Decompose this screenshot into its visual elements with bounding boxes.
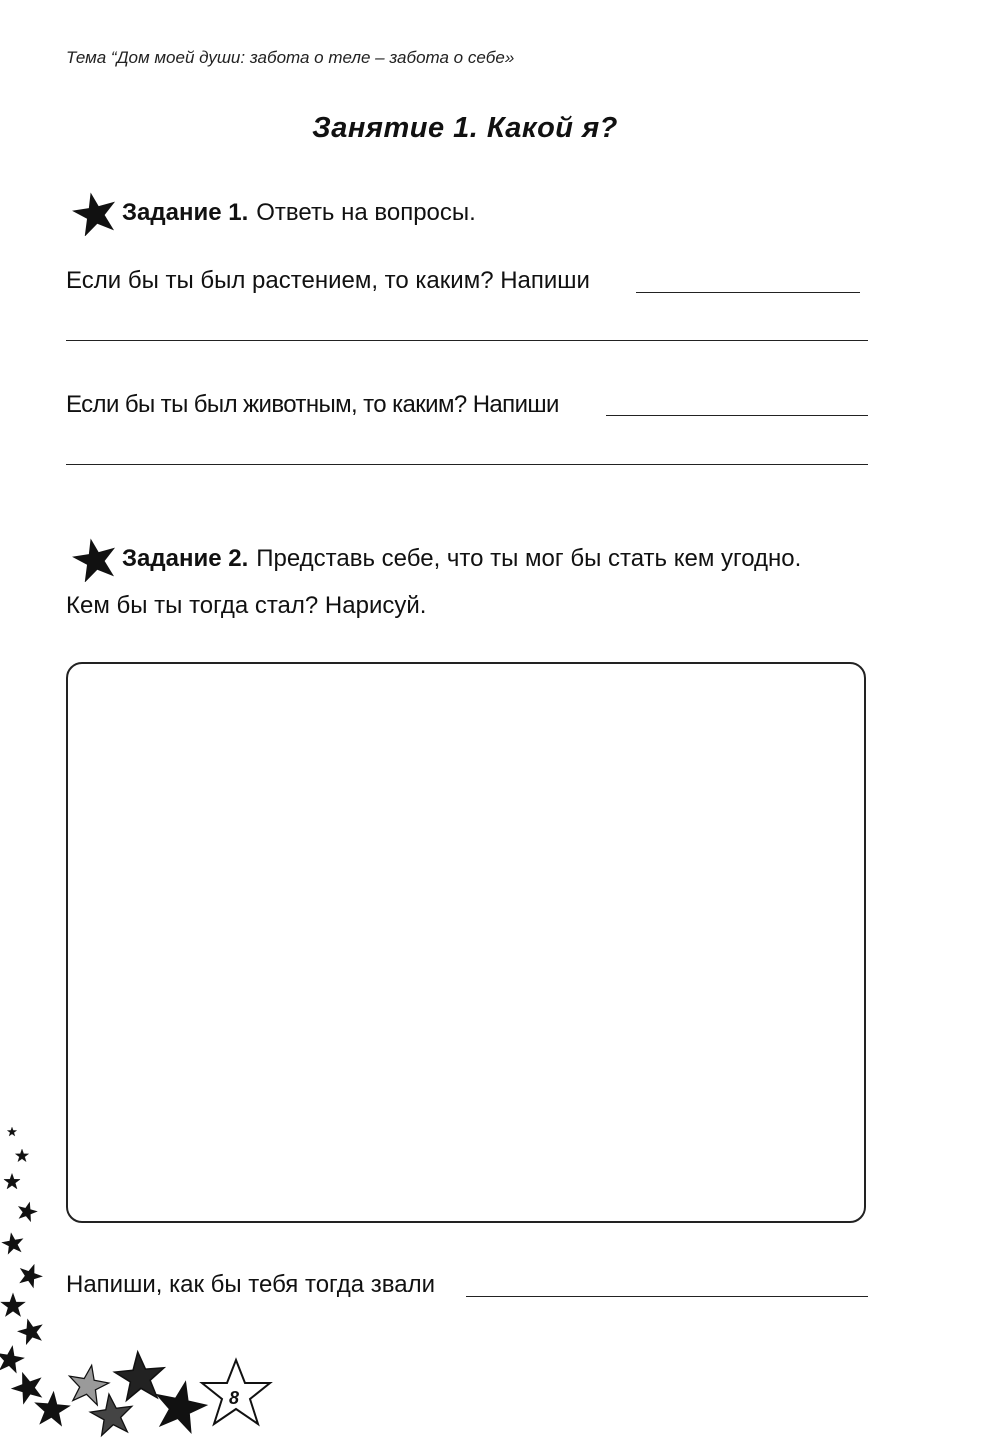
name-prompt: Напиши, как бы тебя тогда звали xyxy=(66,1271,435,1298)
star-cluster-decoration xyxy=(0,1120,290,1456)
task2-label: Задание 2. xyxy=(122,545,249,572)
answer-line-animal[interactable] xyxy=(606,415,868,416)
lesson-title: Занятие 1. Какой я? xyxy=(312,112,618,144)
question-plant: Если бы ты был растением, то каким? Напиши xyxy=(66,267,590,294)
header-topic: Тема “Дом моей души: забота о теле – забота о себе» xyxy=(66,48,515,67)
question-animal: Если бы ты был животным, то каким? Напиши xyxy=(66,391,559,418)
task1-heading xyxy=(70,190,476,236)
answer-line-plant[interactable] xyxy=(636,292,860,293)
task2-heading xyxy=(70,536,801,582)
answer-line-animal-2[interactable] xyxy=(66,464,868,465)
black-star-icon xyxy=(70,536,120,582)
answer-line-name[interactable] xyxy=(466,1296,868,1297)
task1-label: Задание 1. xyxy=(122,199,249,226)
task2-instruction-line2: Кем бы ты тогда стал? Нарисуй. xyxy=(66,592,427,619)
task1-instruction: Ответь на вопросы. xyxy=(256,199,476,226)
black-star-icon xyxy=(70,190,120,236)
task2-instruction: Представь себе, что ты мог бы стать кем угодно. xyxy=(256,545,802,572)
page-number: 8 xyxy=(229,1388,240,1408)
answer-line-plant-2[interactable] xyxy=(66,340,868,341)
